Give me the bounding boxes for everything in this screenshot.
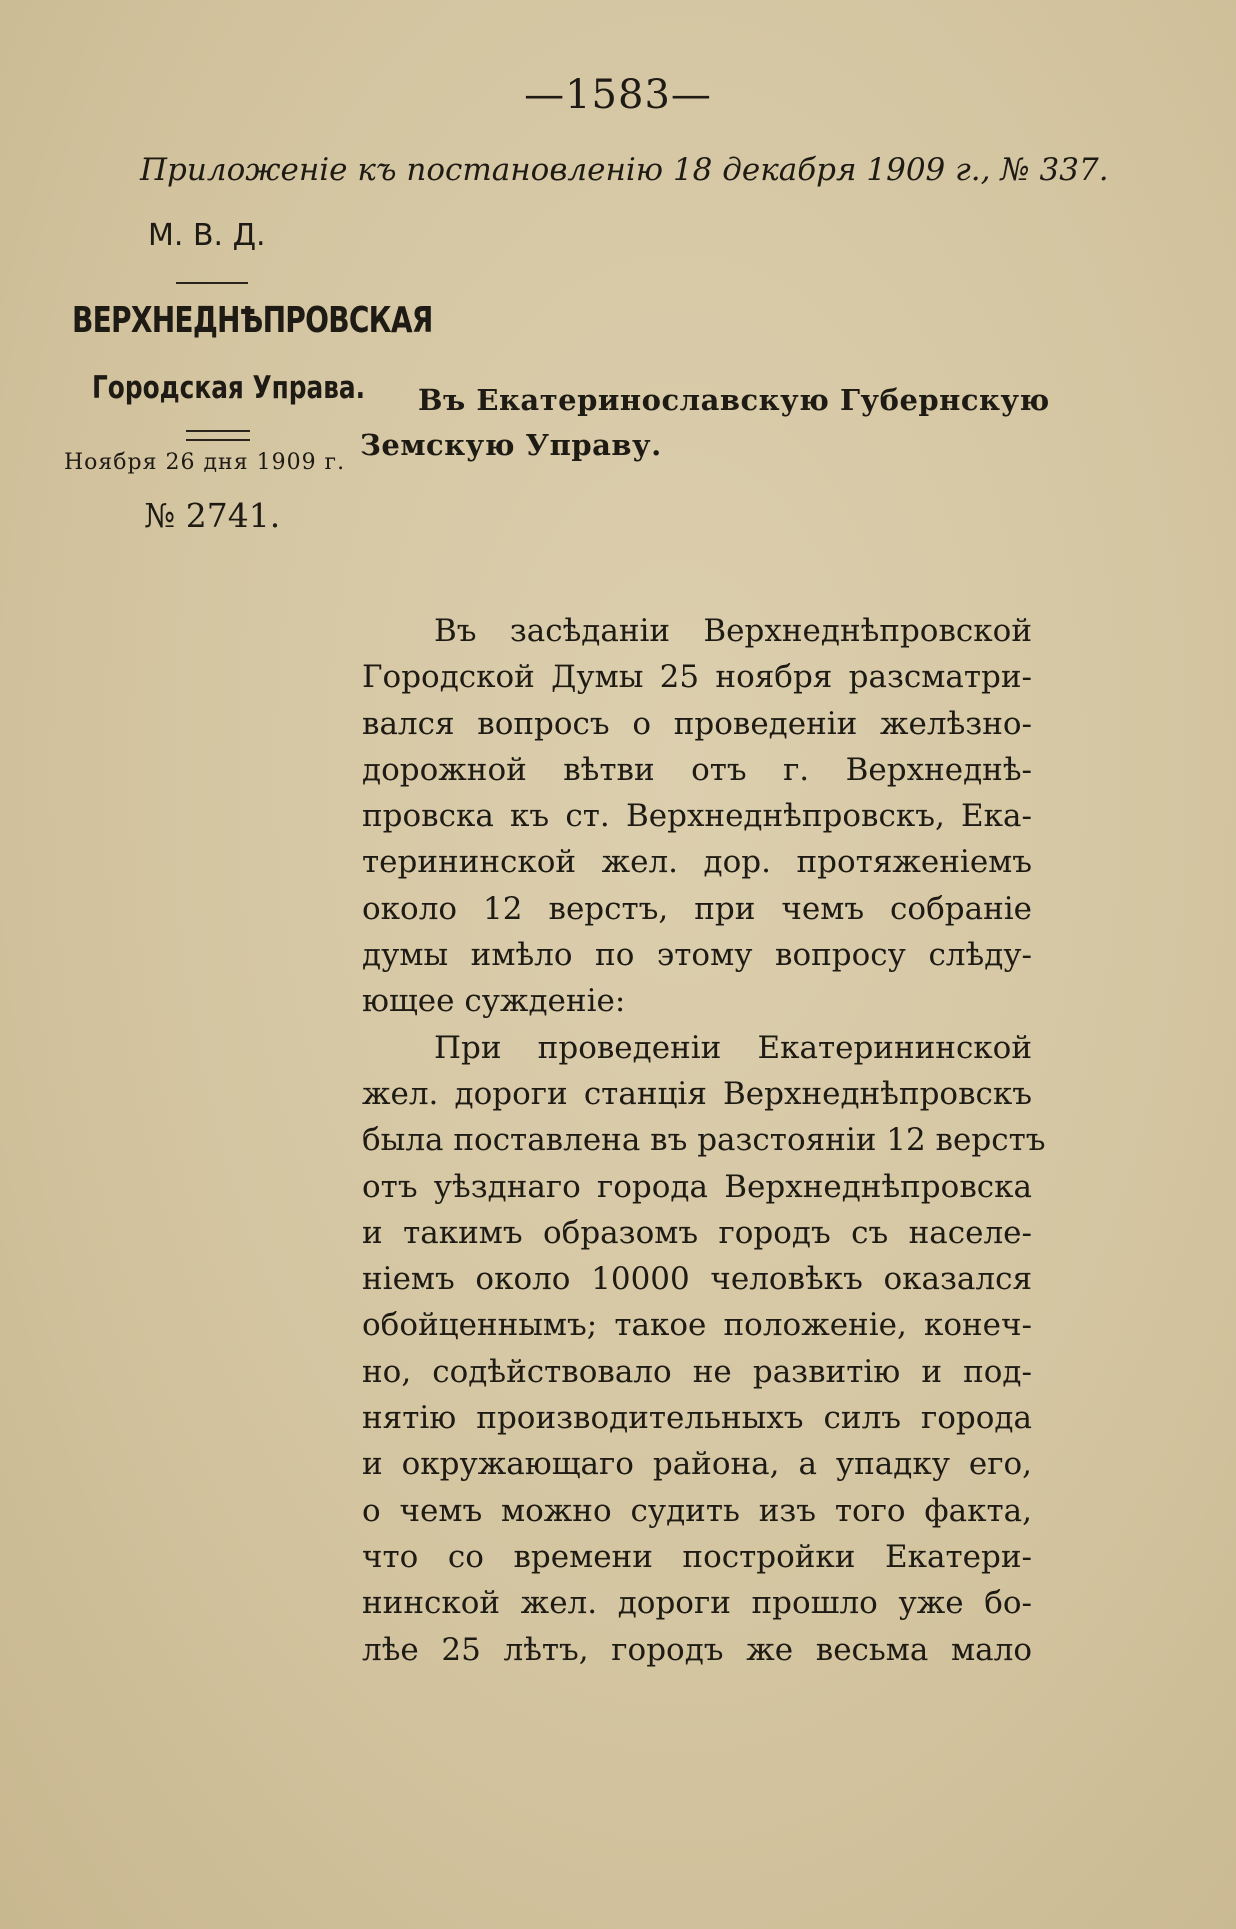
addressee-line: Въ Екатеринославскую Губернскую	[418, 383, 1050, 417]
letter-body	[362, 608, 1046, 1673]
body-line: была поставлена въ разстояніи 12 верстъ	[362, 1122, 1046, 1159]
document-date: Ноября 26 дня 1909 г.	[64, 450, 346, 475]
body-line: и окружающаго района, а упадку его,	[362, 1446, 1032, 1483]
body-line: лѣе 25 лѣтъ, городъ же весьма мало	[362, 1631, 1032, 1668]
body-line: ющее сужденіе:	[362, 983, 626, 1020]
sender-organization: ВЕРХНЕДНѢПРОВСКАЯ	[72, 300, 433, 341]
body-line: нятію производительныхъ силъ города	[362, 1400, 1032, 1437]
ministry-abbreviation: М. В. Д.	[148, 218, 266, 253]
body-line: Городской Думы 25 ноября разсматри-	[362, 659, 1032, 696]
appendix-reference: Приложеніе къ постановленію 18 декабря 1909 г., № 337.	[140, 152, 1109, 188]
body-line: и такимъ образомъ городъ съ населе-	[362, 1214, 1032, 1251]
body-line: провска къ ст. Верхнеднѣпровскъ, Ека-	[362, 798, 1032, 835]
body-line: вался вопросъ о проведеніи желѣзно-	[362, 705, 1032, 742]
body-line: но, содѣйствовало не развитію и под-	[362, 1353, 1032, 1390]
body-line: терининской жел. дор. протяженіемъ	[362, 844, 1032, 881]
body-line: отъ уѣзднаго города Верхнеднѣпровска	[362, 1168, 1032, 1205]
sender-suborganization: Городская Управа.	[92, 370, 366, 406]
page-number: —1583—	[524, 72, 712, 118]
body-line: около 12 верстъ, при чемъ собраніе	[362, 890, 1032, 927]
body-line: Въ засѣданіи Верхнеднѣпровской	[434, 613, 1032, 649]
body-line: нинской жел. дороги прошло уже бо-	[362, 1585, 1032, 1622]
body-line: думы имѣло по этому вопросу слѣду-	[362, 937, 1032, 974]
body-line: о чемъ можно судить изъ того факта,	[362, 1492, 1032, 1529]
document-number: № 2741.	[144, 496, 281, 535]
body-line: При проведеніи Екатерининской	[434, 1029, 1032, 1066]
body-line: обойценнымъ; такое положеніе, конеч-	[362, 1307, 1032, 1344]
body-line: жел. дороги станція Верхнеднѣпровскъ	[362, 1075, 1032, 1112]
addressee-block	[360, 378, 1060, 468]
body-line: что со времени постройки Екатери-	[362, 1538, 1032, 1575]
double-divider-rule	[186, 430, 250, 441]
divider-rule	[176, 282, 248, 284]
body-line: дорожной вѣтви отъ г. Верхнеднѣ-	[362, 751, 1032, 788]
addressee-line: Земскую Управу.	[360, 428, 662, 462]
body-line: ніемъ около 10000 человѣкъ оказался	[362, 1261, 1032, 1298]
